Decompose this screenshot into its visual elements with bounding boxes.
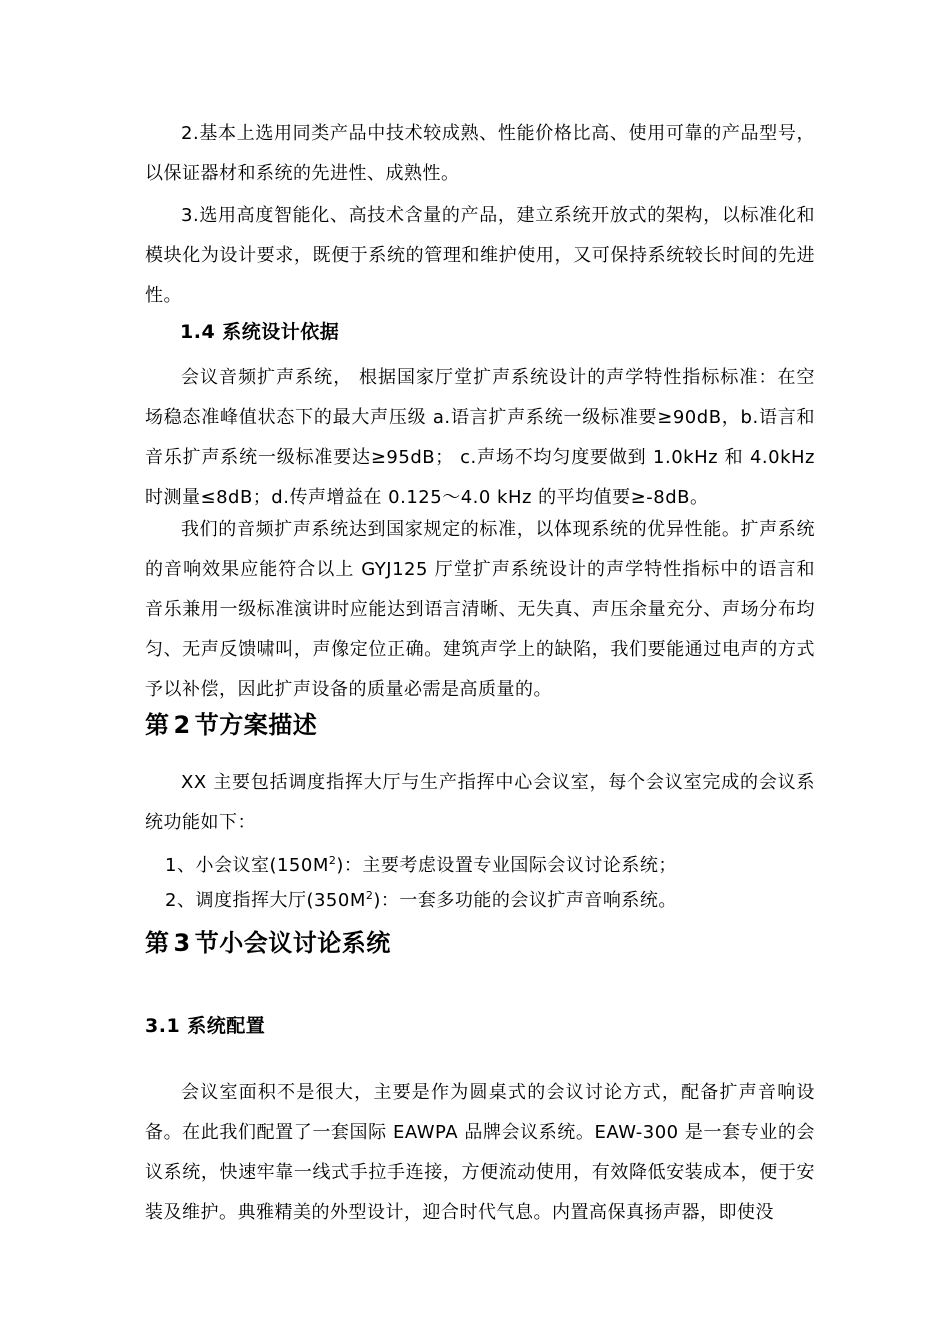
paragraph-system-config: 会议室面积不是很大，主要是作为圆桌式的会议讨论方式，配备扩声音响设备。在此我们配置了一套国际 EAWPA 品牌会议系统。EAW-300 是一套专业的会议系统，快速牢靠一线式手拉手连接，方便流动使用，有效降低安装成本，便于安装及维护。典雅精美的外型设计，迎合时代气息。内置高保真扬声器，即使没 xyxy=(145,1082,815,1223)
list-item: 1、小会议室$(150M^2)$：主要考虑设置专业国际会议讨论系统； xyxy=(165,854,677,876)
heading-prefix: 第 xyxy=(145,711,170,739)
paragraph-point-3: 3.选用高度智能化、高技术含量的产品，建立系统开放式的架构，以标准化和模块化为设计要求，既便于系统的管理和维护使用，又可保持系统较长时间的先进性。 xyxy=(145,205,815,306)
list-item: 2、调度指挥大厅$(350M^2)$：一套多功能的会议扩声音响系统。 xyxy=(165,889,677,911)
section-3-heading xyxy=(145,926,391,960)
section-title: 系统设计依据 xyxy=(222,321,340,343)
heading-number: 3 xyxy=(173,929,191,957)
paragraph-standard: 我们的音频扩声系统达到国家规定的标准，以体现系统的优异性能。扩声系统的音响效果应能符合以上 GYJ125 厅堂扩声系统设计的声学特性指标中的语言和音乐兼用一级标准演讲时应能达到语言清晰、无失真、声压余量充分、声场分布均匀、无声反馈啸叫，声像定位正确。建筑声学上的缺陷，我们要能通过电声的方式予以补偿，因此扩声设备的质量必需是高质量的。 xyxy=(145,519,815,700)
paragraph-design-basis: 会议音频扩声系统， 根据国家厅堂扩声系统设计的声学特性指标标准：在空场稳态准峰值状态下的最大声压级 a.语言扩声系统一级标准要≥90dB，b.语言和音乐扩声系统一级标准要达≥95dB； c.声场不均匀度要做到 1.0kHz 和 4.0kHz 时测量≤8dB；d.传声增益在 0.125～4.0 kHz 的平均值要≥-8dB。 xyxy=(145,367,815,508)
section-number: 1.4 xyxy=(180,321,216,343)
section-3-1-heading xyxy=(145,1011,265,1041)
paragraph-point-2: 2.基本上选用同类产品中技术较成熟、性能价格比高、使用可靠的产品型号，以保证器材和系统的先进性、成熟性。 xyxy=(145,123,815,184)
section-title: 系统配置 xyxy=(187,1015,266,1037)
paragraph-overview: XX 主要包括调度指挥大厅与生产指挥中心会议室，每个会议室完成的会议系统功能如下： xyxy=(145,772,815,833)
heading-number: 2 xyxy=(173,711,191,739)
heading-title: 节小会议讨论系统 xyxy=(194,929,391,957)
section-2-heading xyxy=(145,708,317,742)
section-1-4-heading xyxy=(180,317,339,347)
heading-prefix: 第 xyxy=(145,929,170,957)
section-number: 3.1 xyxy=(145,1015,181,1037)
heading-title: 节方案描述 xyxy=(194,711,318,739)
